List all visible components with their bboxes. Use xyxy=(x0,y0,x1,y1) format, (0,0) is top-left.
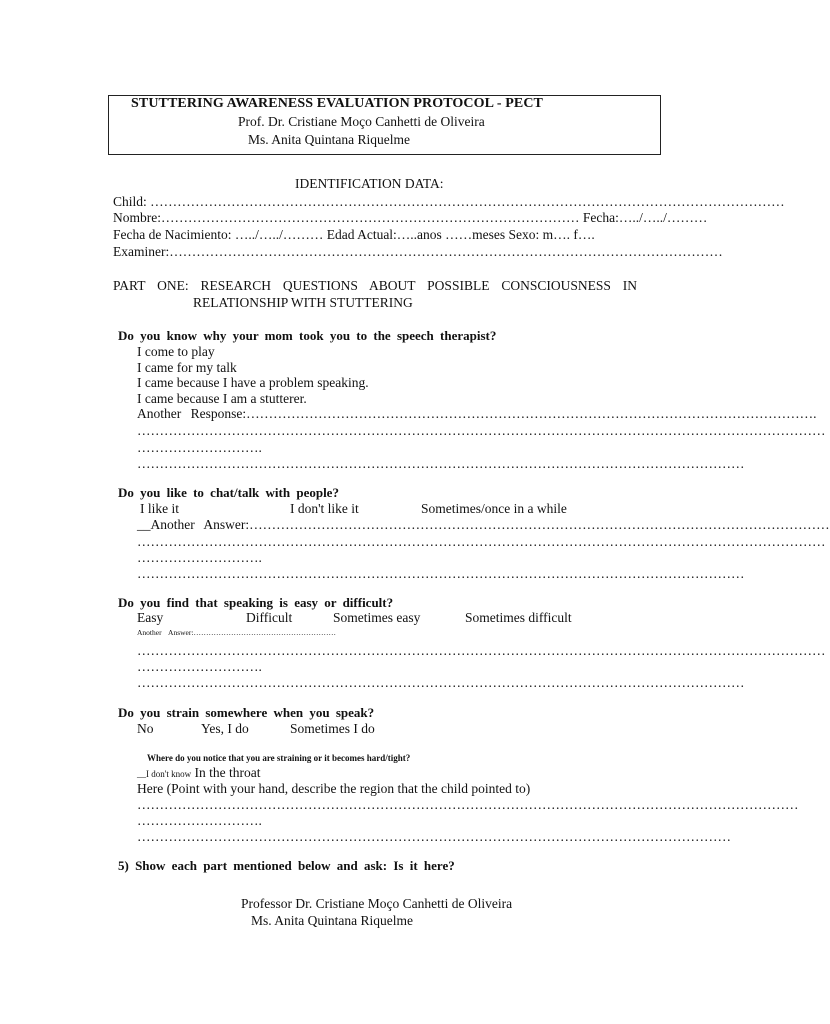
q2-option-like: I like it xyxy=(140,501,179,516)
q1-option-2: I came for my talk xyxy=(137,360,237,375)
q4-option-no: No xyxy=(137,721,154,736)
footer-author-1: Professor Dr. Cristiane Moço Canhetti de Oliveira xyxy=(241,896,513,911)
question-1: Do you know why your mom took you to the speech therapist? xyxy=(118,328,497,343)
q1-option-1: I come to play xyxy=(137,344,215,359)
q2-answer-line-2: ………………………. xyxy=(137,550,262,565)
q3-option-sometimes-difficult: Sometimes difficult xyxy=(465,610,572,625)
q4-sub-question-line xyxy=(143,749,410,765)
q1-another-response: Another Response:………………………………………………………………………………………………………………. xyxy=(137,406,817,421)
q3-option-easy: Easy xyxy=(137,610,164,625)
q4-location-line xyxy=(137,765,260,781)
child-field: Child: …………………………………………………………………………………………………………………………… xyxy=(113,194,785,209)
q4-sub-question: Where do you notice that you are straining or it becomes hard/tight? xyxy=(147,753,411,763)
footer-author-2: Ms. Anita Quintana Riquelme xyxy=(251,913,413,928)
nacimiento-field: Fecha de Nacimiento: …../…../……… Edad Actual:…..anos ……meses Sexo: m…. f…. xyxy=(113,227,595,242)
q4-option-sometimes: Sometimes I do xyxy=(290,721,375,736)
q1-answer-line-1: ……………………………………………………………………………………………………………………………………… xyxy=(137,423,826,438)
question-3: Do you find that speaking is easy or difficult? xyxy=(118,595,394,610)
identification-heading: IDENTIFICATION DATA: xyxy=(295,176,444,191)
question-4: Do you strain somewhere when you speak? xyxy=(118,705,375,720)
question-2: Do you like to chat/talk with people? xyxy=(118,485,339,500)
q4-answer-line-1: ………………………………………………………………………………………………………………………………… xyxy=(137,797,799,812)
header-author-2: Ms. Anita Quintana Riquelme xyxy=(248,132,410,147)
q3-option-difficult: Difficult xyxy=(246,610,293,625)
q1-answer-line-2: ………………………. xyxy=(137,440,262,455)
q2-answer-line-3: ……………………………………………………………………………………………………………………… xyxy=(137,566,745,581)
q2-option-sometimes: Sometimes/once in a while xyxy=(421,501,567,516)
q4-answer-line-3: …………………………………………………………………………………………………………………… xyxy=(137,829,731,844)
q4-in-the-throat: In the throat xyxy=(194,765,261,780)
header-author-1: Prof. Dr. Cristiane Moço Canhetti de Oliveira xyxy=(238,114,485,129)
q2-answer-line-1: ……………………………………………………………………………………………………………………………………… xyxy=(137,534,826,549)
q3-answer-line-3: ……………………………………………………………………………………………………………………… xyxy=(137,675,745,690)
q3-answer-line-1: ……………………………………………………………………………………………………………………………………… xyxy=(137,643,826,658)
q2-another-answer: __Another Answer:………………………………………………………………………………………………………………… xyxy=(137,517,830,532)
question-5: 5) Show each part mentioned below and ask: Is it here? xyxy=(118,858,455,873)
nombre-field: Nombre:………………………………………………………………………………… Fecha:…../…../……… xyxy=(113,210,708,225)
part-one-heading: PART ONE: RESEARCH QUESTIONS ABOUT POSSIBLE CONSCIOUSNESS IN xyxy=(113,278,637,293)
q2-option-dont-like: I don't like it xyxy=(290,501,359,516)
q4-here-instruction: Here (Point with your hand, describe the region that the child pointed to) xyxy=(137,781,531,796)
q1-option-4: I came because I am a stutterer. xyxy=(137,391,307,406)
q3-another-answer: Another Answer:………………………………………………… xyxy=(137,628,336,637)
q3-answer-line-2: ………………………. xyxy=(137,659,262,674)
q1-option-3: I came because I have a problem speaking. xyxy=(137,375,369,390)
document-title: STUTTERING AWARENESS EVALUATION PROTOCOL - PECT xyxy=(131,96,543,111)
examiner-field: Examiner:…………………………………………………………………………………………………………… xyxy=(113,244,723,259)
q1-answer-line-3: ……………………………………………………………………………………………………………………… xyxy=(137,456,745,471)
q3-option-sometimes-easy: Sometimes easy xyxy=(333,610,421,625)
part-one-subheading: RELATIONSHIP WITH STUTTERING xyxy=(193,295,413,310)
q4-answer-line-2: ………………………. xyxy=(137,813,262,828)
q4-option-yes: Yes, I do xyxy=(201,721,249,736)
q4-dont-know: __I don't know xyxy=(137,769,192,779)
